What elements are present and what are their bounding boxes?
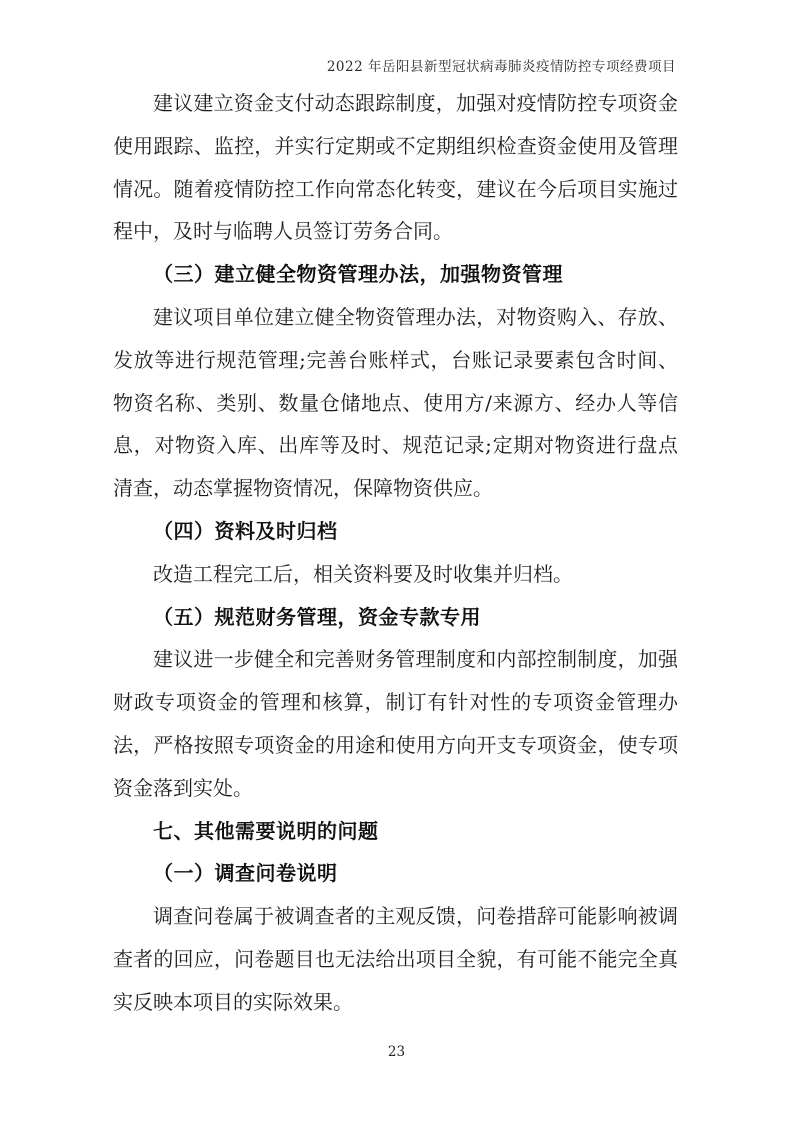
section-heading-3-materials-management: （三）建立健全物资管理办法，加强物资管理 bbox=[153, 262, 563, 287]
paragraph-archive-materials: 改造工程完工后，相关资料要及时收集并归档。 bbox=[153, 561, 573, 586]
paragraph-fund-tracking: 建议建立资金支付动态跟踪制度，加强对疫情防控专项资金使用跟踪、监控，并实行定期或不定期组织检查资金使用及管理情况。随着疫情防控工作向常态化转变，建议在今后项目实施过程中，及时与临聘人员签订劳务合同。 bbox=[113, 91, 678, 244]
section-heading-1-questionnaire-note: （一）调查问卷说明 bbox=[153, 861, 338, 886]
paragraph-financial-management: 建议进一步健全和完善财务管理制度和内部控制制度，加强财政专项资金的管理和核算，制订有针对性的专项资金管理办法，严格按照专项资金的用途和使用方向开支专项资金，使专项资金落到实处。 bbox=[113, 647, 678, 800]
page-number: 23 bbox=[387, 1044, 406, 1060]
running-header: 2022 年岳阳县新型冠状病毒肺炎疫情防控专项经费项目 bbox=[326, 59, 676, 75]
section-heading-7-other-issues: 七、其他需要说明的问题 bbox=[153, 818, 379, 843]
paragraph-questionnaire-note: 调查问卷属于被调查者的主观反馈，问卷措辞可能影响被调查者的回应，问卷题目也无法给出项目全貌，有可能不能完全真实反映本项目的实际效果。 bbox=[113, 904, 678, 1014]
section-heading-5-financial-management: （五）规范财务管理，资金专款专用 bbox=[153, 604, 481, 629]
paragraph-materials-management: 建议项目单位建立健全物资管理办法，对物资购入、存放、发放等进行规范管理;完善台账样式，台账记录要素包含时间、物资名称、类别、数量仓储地点、使用方/来源方、经办人等信息，对物资入库、出库等及时、规范记录;定期对物资进行盘点清查，动态掌握物资情况，保障物资供应。 bbox=[113, 304, 678, 501]
document-body bbox=[113, 82, 678, 1024]
section-heading-4-archive-materials: （四）资料及时归档 bbox=[153, 518, 338, 543]
